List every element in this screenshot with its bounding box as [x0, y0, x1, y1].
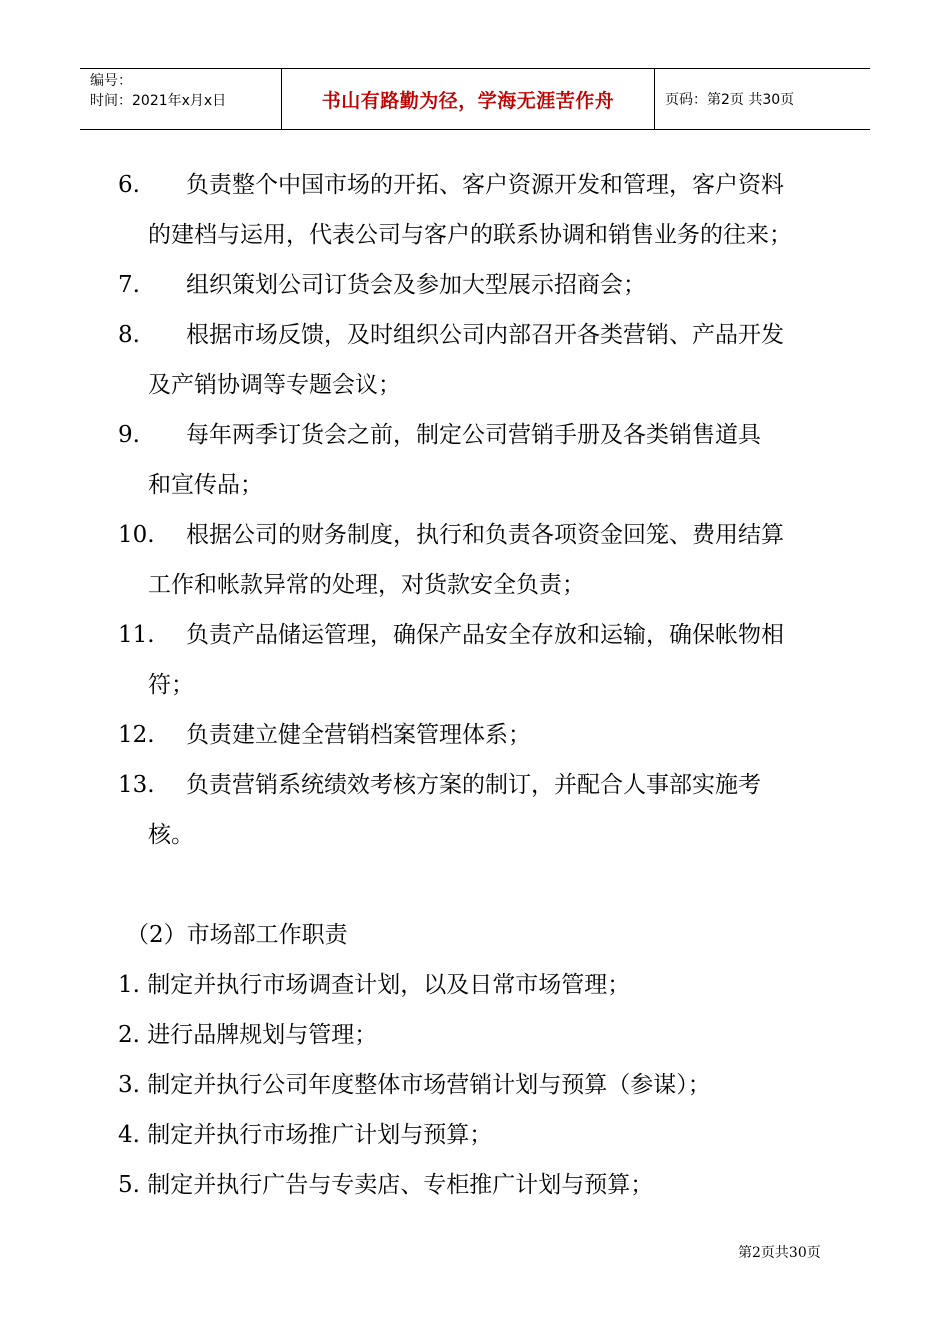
- section-title: （2）市场部工作职责: [126, 922, 348, 948]
- duty-number: 11.: [118, 622, 155, 648]
- duty-text: 负责整个中国市场的开拓、客户资源开发和管理，客户资料: [186, 172, 784, 198]
- duty-text-continued: 的建档与运用，代表公司与客户的联系协调和销售业务的往来；: [148, 222, 792, 248]
- duty-text-continued: 符；: [148, 672, 194, 698]
- duty-number: 7.: [118, 272, 140, 298]
- duty-number: 12.: [118, 722, 155, 748]
- list-item: 2. 进行品牌规划与管理；: [118, 1022, 378, 1048]
- duty-text: 根据市场反馈，及时组织公司内部召开各类营销、产品开发: [186, 322, 784, 348]
- duty-text: 每年两季订货会之前，制定公司营销手册及各类销售道具: [186, 422, 761, 448]
- header-page-cell: [655, 69, 870, 129]
- duty-text-continued: 和宣传品；: [148, 472, 263, 498]
- list-item: 4. 制定并执行市场推广计划与预算；: [118, 1122, 493, 1148]
- duty-number: 6.: [118, 172, 140, 198]
- section-spacer: [118, 860, 858, 910]
- duty-text-continued: 核。: [148, 822, 194, 848]
- duty-item: [118, 610, 858, 710]
- duty-item: [118, 160, 858, 260]
- duty-text: 负责建立健全营销档案管理体系；: [186, 722, 531, 748]
- list-item: 5. 制定并执行广告与专卖店、专柜推广计划与预算；: [118, 1172, 654, 1198]
- duty-item: [118, 710, 858, 760]
- header-page-info: 页码：第2页 共30页: [665, 92, 795, 108]
- duty-number: 8.: [118, 322, 140, 348]
- duty-text: 负责产品储运管理，确保产品安全存放和运输，确保帐物相: [186, 622, 784, 648]
- document-body: [118, 160, 858, 1210]
- page-header: [80, 68, 870, 130]
- header-motto: 书山有路勤为径，学海无涯苦作舟: [321, 89, 615, 112]
- list-item: 3. 制定并执行公司年度整体市场营销计划与预算（参谋）；: [118, 1072, 711, 1098]
- duty-item: [118, 410, 858, 510]
- duty-number: 9.: [118, 422, 140, 448]
- duty-number: 10.: [118, 522, 155, 548]
- duty-text: 根据公司的财务制度，执行和负责各项资金回笼、费用结算: [186, 522, 784, 548]
- duty-text-continued: 及产销协调等专题会议；: [148, 372, 401, 398]
- duty-item: [118, 760, 858, 860]
- duty-text: 组织策划公司订货会及参加大型展示招商会；: [186, 272, 646, 298]
- document-number-label: 编号：: [90, 73, 132, 89]
- header-motto-cell: [282, 69, 655, 129]
- header-meta: [80, 69, 282, 129]
- duty-item: [118, 510, 858, 610]
- duty-item: [118, 310, 858, 410]
- duty-text-continued: 工作和帐款异常的处理，对货款安全负责；: [148, 572, 585, 598]
- page-footer: 第2页共30页: [738, 1245, 821, 1261]
- duty-text: 负责营销系统绩效考核方案的制订，并配合人事部实施考: [186, 772, 761, 798]
- duty-item: [118, 260, 858, 310]
- list-item: 1. 制定并执行市场调查计划，以及日常市场管理；: [118, 972, 631, 998]
- duty-number: 13.: [118, 772, 155, 798]
- document-time: 时间：2021年x月x日: [90, 93, 227, 109]
